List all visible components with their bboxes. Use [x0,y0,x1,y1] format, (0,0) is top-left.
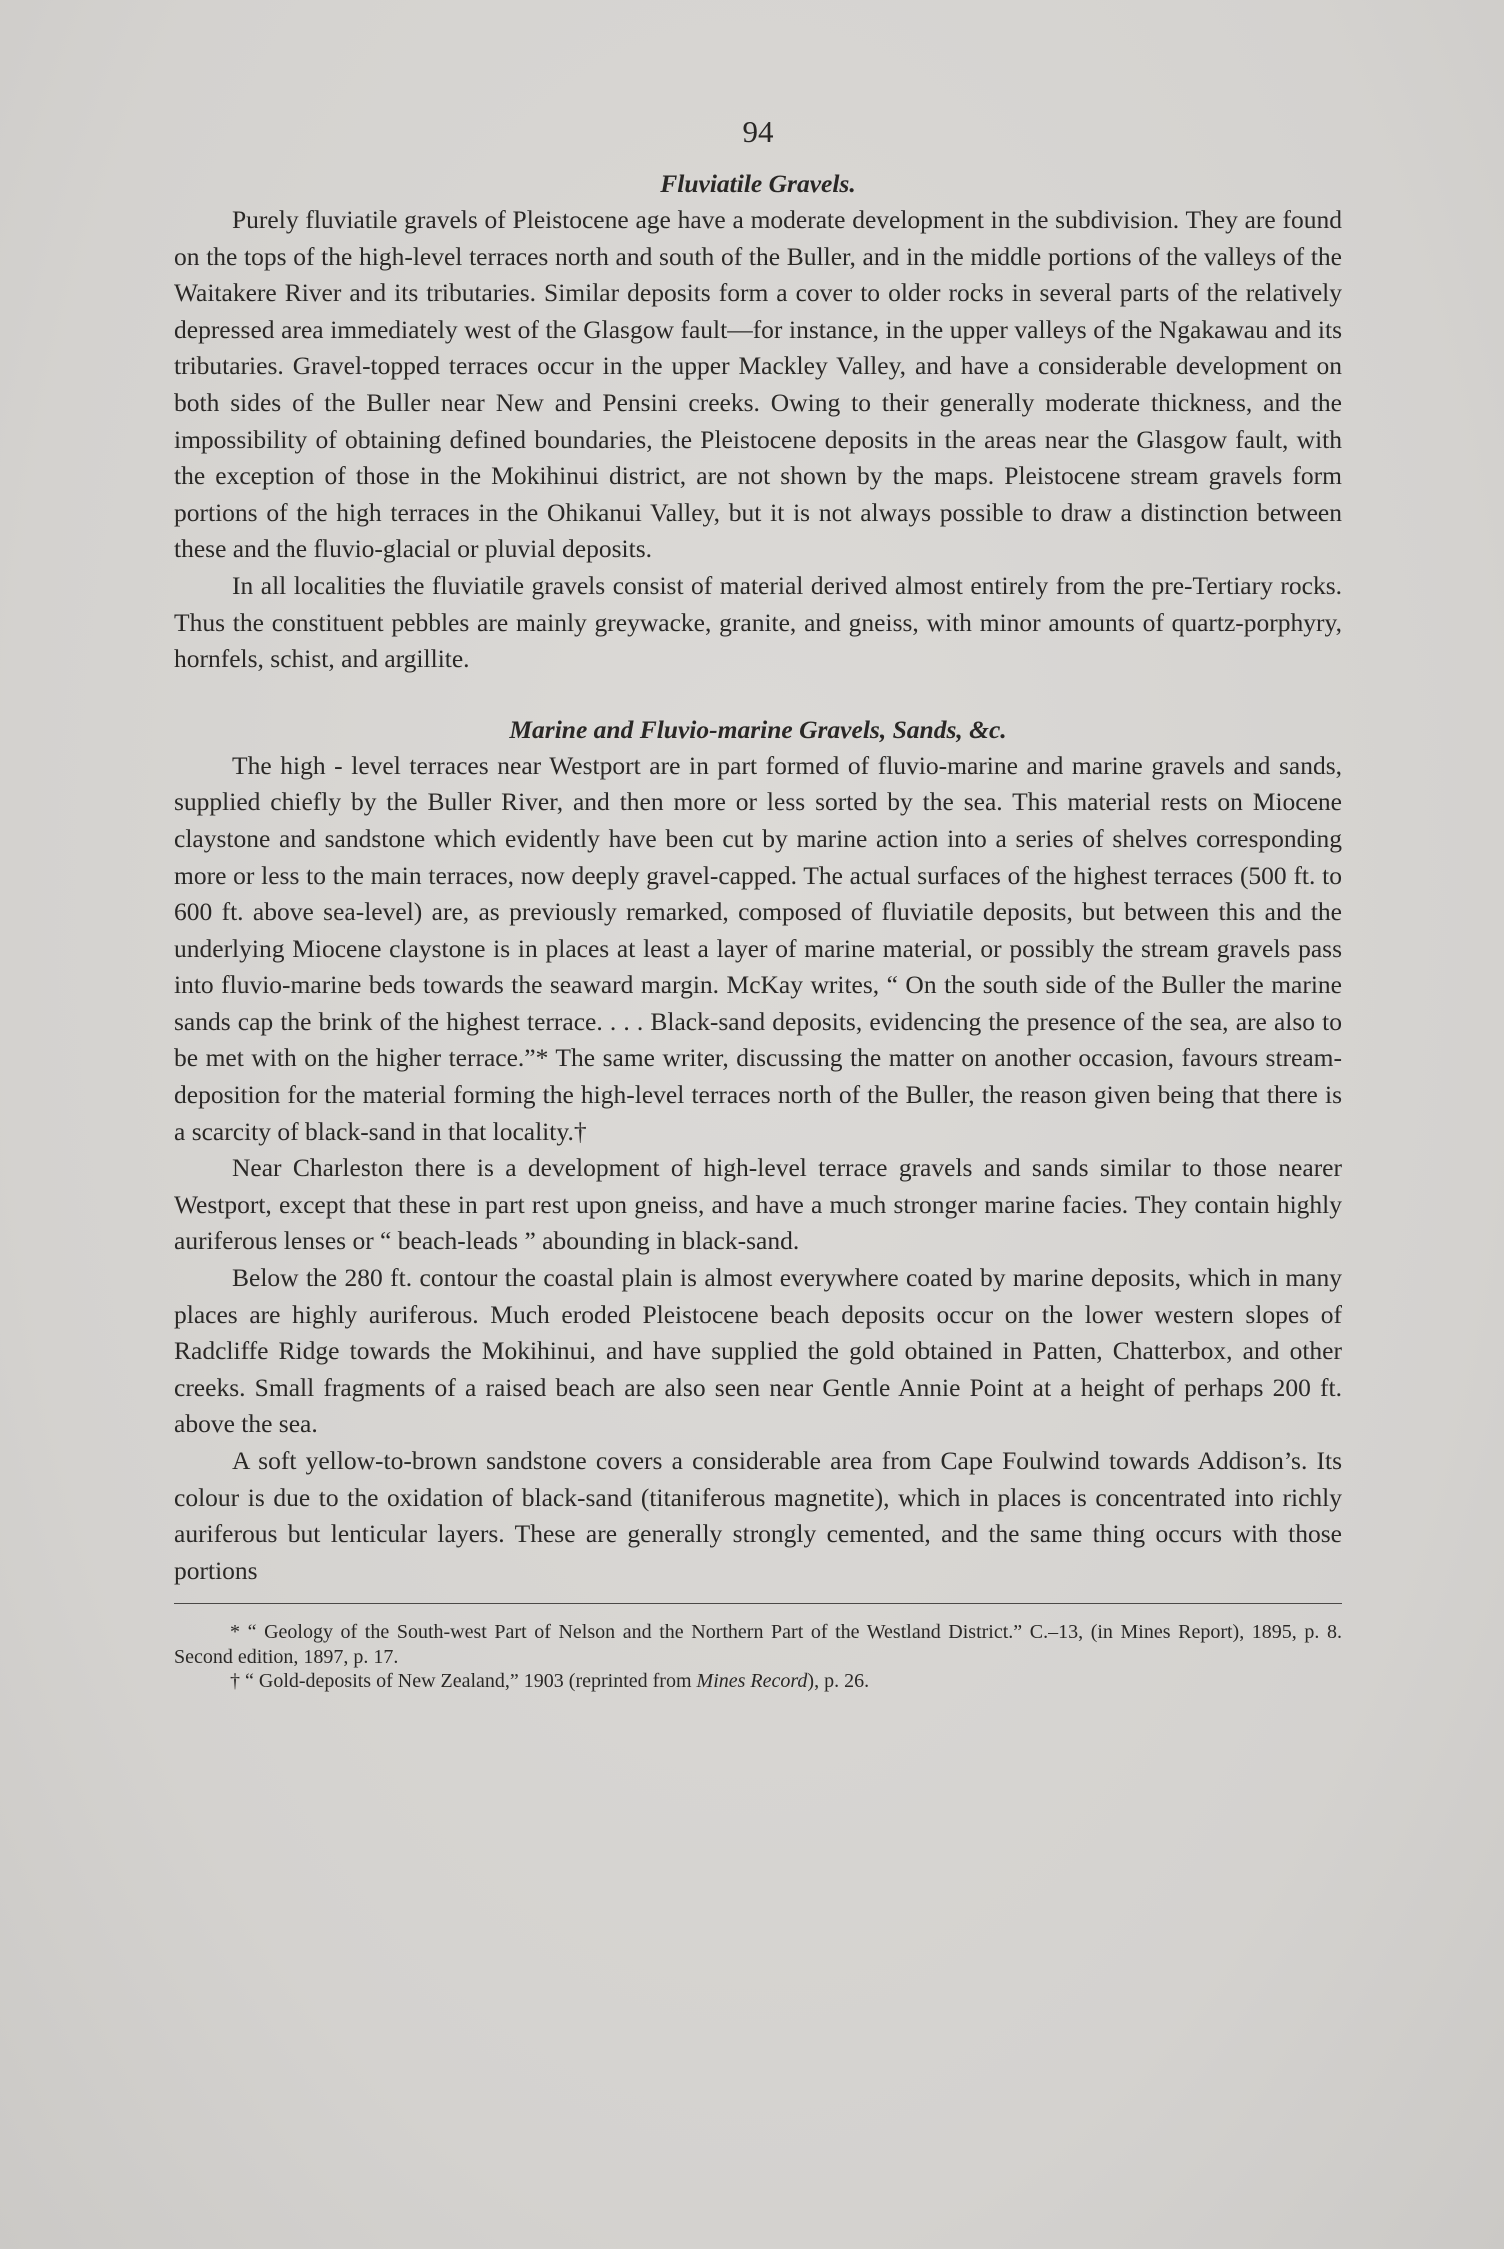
page-number: 94 [742,114,774,149]
paragraph: Near Charleston there is a development of high-level terrace gravels and sands similar to those nearer Westport, except that these in part rest upon gneiss, and have a much stronger marine facies. They contain highly auriferous lenses or “ beach-leads ” abounding in black-sand. [174,1153,1342,1256]
footnote-1: * “ Geology of the South-west Part of Nelson and the Northern Part of the Westland District.” C.–13, (in Mines Report), 1895, p. 8. Second edition, 1897, p. 17. [174,1621,1342,1668]
footnote-2-italic: Mines Record [696,1670,808,1693]
paragraph: Below the 280 ft. contour the coastal plain is almost everywhere coated by marine deposits, which in many places are highly auriferous. Much eroded Pleistocene beach deposits occur on the lower western slopes of Radcliffe Ridge towards the Mokihinui, and have supplied the gold obtained in Patten, Chatterbox, and other creeks. Small fragments of a raised beach are also seen near Gentle Annie Point at a height of perhaps 200 ft. above the sea. [174,1263,1342,1439]
paragraph: In all localities the fluviatile gravels consist of material derived almost entirely from the pre-Tertiary rocks. Thus the constituent pebbles are mainly greywacke, granite, and gneiss, with minor amounts of quartz-porphyry, hornfels, schist, and argillite. [174,570,1342,674]
section-fluviatile-gravels [174,166,1342,678]
footnote-2 [174,1669,1342,1694]
paragraph: The high - level terraces near Westport are in part formed of fluvio-marine and marine gravels and sands, supplied chiefly by the Buller River, and then more or less sorted by the sea. This material rests on Miocene claystone and sandstone which evidently have been cut by marine action into a series of shelves corresponding more or less to the main terraces, now deeply gravel-capped. The actual surfaces of the highest terraces (500 ft. to 600 ft. above sea-level) are, as previously remarked, composed of fluviatile deposits, but between this and the underlying Miocene claystone is in places at least a layer of marine material, or possibly the stream gravels pass into fluvio-marine beds towards the seaward margin. McKay writes, “ On the south side of the Buller the marine sands cap the brink of the highest terrace. . . . Black-sand deposits, evidencing the presence of the sea, are also to be met with on the higher terrace.”* The same writer, discussing the matter on another occasion, favours stream-deposition for the material forming the high-level terraces north of the Buller, the reason given being that there is a scarcity of black-sand in that locality.† [174,750,1342,1146]
section-heading: Marine and Fluvio-marine Gravels, Sands, &c. [509,714,1007,744]
footnotes [174,1620,1342,1694]
footnote-2-text: † “ Gold-deposits of New Zealand,” 1903 (reprinted from [230,1670,697,1693]
footnote-2-tail: ), p. 26. [807,1670,870,1693]
section-heading: Fluviatile Gravels. [660,169,856,198]
paragraph: A soft yellow-to-brown sandstone covers a considerable area from Cape Foulwind towards Addison’s. Its colour is due to the oxidation of black-sand (titaniferous magnetite), which in places is concentrated into richly auriferous but lenticular layers. These are generally strongly cemented, and the same thing occurs with those portions [174,1446,1342,1585]
section-marine-gravels [174,712,1342,1590]
paragraph: Purely fluviatile gravels of Pleistocene age have a moderate development in the subdivision. They are found on the tops of the high-level terraces north and south of the Buller, and in the middle portions of the valleys of the Waitakere River and its tributaries. Similar deposits form a cover to older rocks in several parts of the relatively depressed area immediately west of the Glasgow fault—for instance, in the upper valleys of the Ngakawau and its tributaries. Gravel-topped terraces occur in the upper Mackley Valley, and have a considerable development on both sides of the Buller near New and Pensini creeks. Owing to their generally moderate thickness, and the impossibility of obtaining defined boundaries, the Pleistocene deposits in the areas near the Glasgow fault, with the exception of those in the Mokihinui district, are not shown by the maps. Pleistocene stream gravels form portions of the high terraces in the Ohikanui Valley, but it is not always possible to draw a distinction between these and the fluvio-glacial or pluvial deposits. [174,205,1342,564]
page [174,112,1342,1694]
footnote-divider [174,1603,1342,1604]
